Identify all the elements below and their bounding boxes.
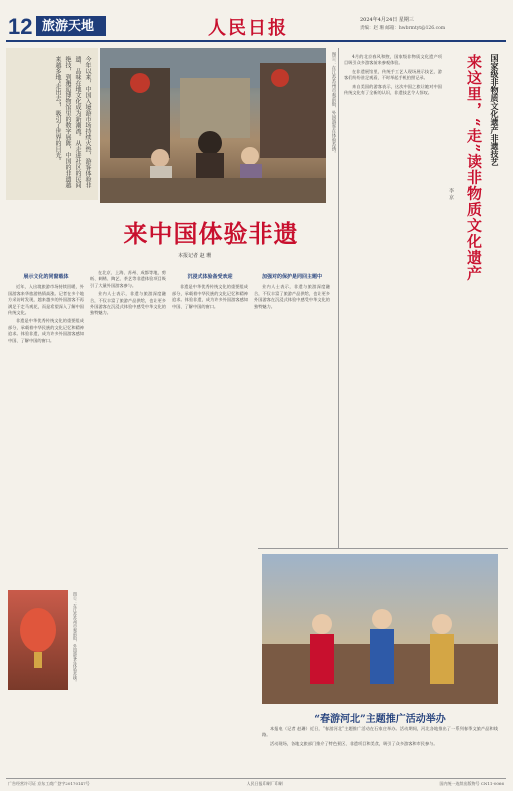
sidebar-author: 李 京 — [448, 188, 454, 200]
body-paragraph: 非遗是中华优秀传统文化的重要组成部分，承载着中华民族的文化记忆和精神追求。体验非遗，成为许多外国游客感知中国、了解中国的窗口。 — [172, 284, 248, 309]
body-paragraph: 近年，入出境旅游市场持续回暖，外国游客来华旅游热情高涨。记者在多个地方采访时发现，越来越多的外国游客不再满足于走马观花，而是希望深入了解中国传统文化。 — [8, 284, 84, 316]
lower-paragraph: 本报电（记者 赵珊）近日，“春游河北”主题推广活动在石家庄举办。活动期间，河北各地推出了一系列春季文旅产品和线路。 — [262, 726, 498, 738]
body-column-3 — [172, 270, 248, 700]
intro-text: 今年以来，中国入境游市场持续火热，游客体验非遗、品味在地文化成为新潮流。从走进社区的民间绝技，到邂逅博物馆里的数字展陈，中国的非遗越来越多地“走出去”，吸引了世界的目光。 — [54, 56, 91, 188]
subhead-3: 加强对的保护是同回主题中 — [261, 274, 322, 280]
body-column-2 — [90, 270, 166, 700]
masthead: 人民日报 — [208, 18, 288, 39]
footer-item: 广告经营许可证 京东工商广登字20170147号 — [8, 781, 90, 786]
page-number: 12 — [8, 14, 33, 39]
footer — [8, 781, 504, 787]
street-scene-image — [100, 48, 326, 203]
sidebar-body — [344, 54, 442, 544]
page-header — [0, 0, 513, 48]
sidebar-paragraph: 在非遗展馆里，传统手工艺人现场展示技艺，游客们纷纷驻足观看，不时举起手机拍照记录。 — [344, 68, 442, 81]
sidebar-title-black: 国家级非物质文化遗产非遗技艺 — [490, 54, 500, 166]
main-headline: 来中国体验非遗 — [123, 219, 299, 248]
date-line: 2024年4月24日 星期三 — [360, 17, 414, 23]
footer-item: 人民日报印刷厂印刷 — [246, 781, 283, 786]
subhead-1: 展示文化的同窗载体 — [23, 274, 69, 280]
sidebar — [344, 48, 508, 548]
lantern-image — [8, 590, 68, 690]
body-paragraph: 业内人士表示，非遗与旅游深度融合，不仅丰富了旅游产品供给，也让更多外国游客在沉浸式体验中感受中华文化的独特魅力。 — [90, 291, 166, 316]
footer-item: 国内统一连续出版物号 CN11-0066 — [439, 781, 504, 786]
body-paragraph: 业内人士表示，非遗与旅游深度融合，不仅丰富了旅游产品供给，也让更多外国游客在沉浸式体验中感受中华文化的独特魅力。 — [254, 284, 330, 309]
lower-paragraph: 活动现场，各地文旅部门推介了特色景区、非遗项目和美食，吸引了众多游客和市民参与。 — [270, 740, 438, 746]
lower-left-caption: 图①：在江苏苏州市观前街，外国游客在体验苏绣。 — [73, 592, 78, 684]
lower-divider — [258, 548, 508, 549]
body-paragraph: 在北京、上海、苏州、成都等地，剪纸、刺绣、陶艺、茶艺等非遗体验项目吸引了大量外国游客参与。 — [90, 270, 166, 288]
byline: 本报记者 赵 珊 — [178, 253, 212, 259]
sidebar-divider — [338, 48, 339, 548]
lower-left-photo — [8, 590, 68, 690]
lower-photo — [262, 554, 498, 704]
lower-headline: “春游河北”主题推广活动举办 — [314, 714, 446, 725]
header-rule — [6, 40, 506, 42]
section-tab — [36, 16, 106, 36]
sidebar-paragraph: 来自美国的游客表示，这次中国之旅让她对中国传统文化有了全新的认识，非遗技艺令人惊叹。 — [344, 83, 442, 96]
hero-photo — [100, 48, 326, 203]
performance-image — [262, 554, 498, 704]
editor-line: 责编：赵 珊 邮箱：hwbrmtyt@126.com — [360, 26, 446, 31]
footer-rule — [6, 778, 506, 779]
sidebar-title-red: 来这里，“走”读非物质文化遗产 — [465, 54, 483, 282]
photo-caption: 图①：在江苏苏州市观前街，外国游客在体验苏绣。 — [331, 52, 336, 156]
sidebar-paragraph: 4月的北京春风和煦，国家级非物质文化遗产项目吸引众多游客前来参观体验。 — [344, 54, 442, 66]
section-title: 旅游天地 — [42, 18, 95, 33]
intro-box — [6, 48, 98, 200]
subhead-2: 沉浸式体验备受欢迎 — [187, 274, 233, 280]
lower-body — [262, 726, 498, 774]
body-paragraph: 非遗是中华优秀传统文化的重要组成部分，承载着中华民族的文化记忆和精神追求。体验非遗，成为许多外国游客感知中国、了解中国的窗口。 — [8, 318, 84, 343]
